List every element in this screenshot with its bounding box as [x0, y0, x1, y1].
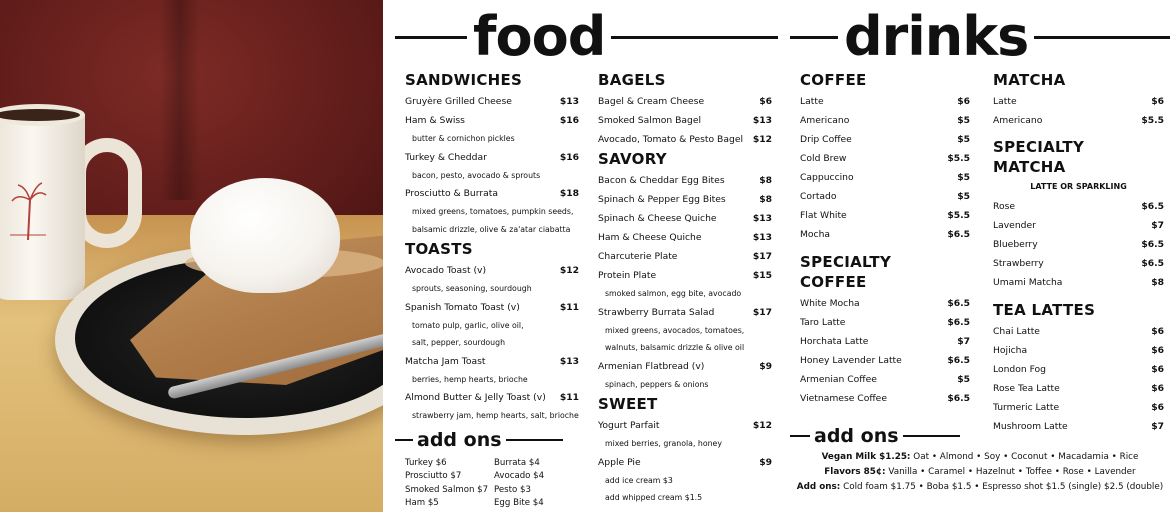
menu-item-price: $6 — [759, 96, 772, 107]
menu-item-name: Latte — [993, 96, 1017, 107]
menu-item-description: add ice cream $3 — [605, 475, 673, 485]
ice-cream-scoop — [190, 178, 340, 293]
section-title-coffee: COFFEE — [800, 71, 867, 89]
menu-item-name: Flat White — [800, 210, 847, 221]
menu-item-description: strawberry jam, hemp hearts, salt, brioche — [412, 411, 579, 420]
menu-item-price: $6.5 — [947, 317, 970, 328]
addons-rule — [903, 435, 960, 437]
menu-item — [405, 92, 579, 111]
menu-item-price: $5 — [957, 115, 970, 126]
menu-item — [800, 149, 970, 168]
menu-item — [598, 92, 772, 111]
menu-item-price: $5 — [957, 374, 970, 385]
drink-addons-line — [790, 480, 1170, 495]
menu-item — [993, 235, 1164, 254]
menu-item — [405, 261, 579, 280]
menu-item — [598, 247, 772, 266]
section-title-matcha: MATCHA — [993, 71, 1066, 89]
menu-item — [993, 92, 1164, 111]
menu-item-description: smoked salmon, egg bite, avocado — [605, 289, 742, 298]
menu-item — [598, 416, 772, 435]
menu-item-name: Honey Lavender Latte — [800, 355, 902, 366]
menu-item — [800, 389, 970, 408]
specialty-matcha-subtitle: LATTE OR SPARKLING — [1030, 182, 1127, 191]
food-addons-title: add ons — [417, 428, 502, 451]
food-addon-item: Egg Bite $4 — [494, 498, 544, 508]
menu-item-name: Mocha — [800, 229, 831, 240]
drinks-title: drinks — [844, 5, 1029, 68]
menu-item-name: Apple Pie — [598, 456, 641, 468]
menu-item-price: $5 — [957, 172, 970, 183]
menu-item-price: $6.5 — [1141, 258, 1164, 269]
section-title-sandwiches: SANDWICHES — [405, 71, 523, 89]
menu-item-price: $12 — [752, 134, 772, 145]
menu-item — [800, 92, 970, 111]
header-rule — [395, 36, 467, 39]
menu-item-description: sprouts, seasoning, sourdough — [412, 284, 532, 293]
menu-item-name: White Mocha — [800, 298, 860, 309]
menu-item — [993, 360, 1164, 379]
section-title-sweet: SWEET — [598, 395, 658, 413]
menu-item — [800, 351, 970, 370]
menu-item-name: Americano — [993, 115, 1043, 126]
menu-item-name: Cold Brew — [800, 153, 847, 164]
food-addons-heading — [395, 429, 563, 451]
menu-item-price: $6 — [1151, 96, 1164, 107]
menu-item — [800, 206, 970, 225]
vegan-milk-options: Oat • Almond • Soy • Coconut • Macadamia • Rice — [913, 452, 1139, 462]
addons-rule — [395, 439, 413, 441]
palm-tree-mug-art — [8, 175, 48, 245]
menu-item-name: Cortado — [800, 191, 837, 202]
menu-item — [800, 225, 970, 244]
food-addons-right — [494, 457, 574, 511]
menu-item-price: $6.5 — [947, 298, 970, 309]
specialty-coffee-list — [800, 294, 970, 408]
menu-item-name: Strawberry — [993, 258, 1044, 269]
menu-item-price: $13 — [559, 96, 579, 107]
menu-item-description: balsamic drizzle, olive & za'atar ciabatta — [412, 224, 571, 234]
menu-item-name: Armenian Flatbread (v) — [598, 360, 705, 372]
menu-item-price: $6 — [957, 96, 970, 107]
menu-item-name: Spanish Tomato Toast (v) — [405, 301, 520, 313]
menu-item — [993, 254, 1164, 273]
menu-item-price: $7 — [957, 336, 970, 347]
food-addon-item: Prosciutto $7 — [405, 471, 462, 481]
menu-item-name: Drip Coffee — [800, 134, 852, 145]
menu-item-name: Spinach & Cheese Quiche — [598, 213, 717, 224]
menu-item-price: $13 — [752, 213, 772, 224]
menu-item-price: $8 — [1151, 277, 1164, 288]
menu-item-name: Rose Tea Latte — [993, 383, 1060, 394]
menu-item-price: $5 — [957, 134, 970, 145]
menu-item-price: $12 — [752, 420, 772, 431]
drinks-column-2 — [993, 70, 1164, 436]
menu-item-name: Spinach & Pepper Egg Bites — [598, 194, 726, 205]
menu-item-price: $18 — [559, 188, 579, 199]
menu-item — [598, 303, 772, 322]
drinks-header — [790, 6, 1170, 68]
menu-item-description: butter & cornichon pickles — [412, 134, 515, 143]
menu-item-price: $13 — [752, 115, 772, 126]
addons-rule — [790, 435, 810, 437]
sweet-list — [598, 416, 772, 507]
coffee-list — [800, 92, 970, 244]
menu-item-price: $5 — [957, 191, 970, 202]
section-title-savory: SAVORY — [598, 150, 667, 168]
section-title-bagels: BAGELS — [598, 71, 666, 89]
flavors-options: Vanilla • Caramel • Hazelnut • Toffee • Rose • Lavender — [888, 467, 1136, 477]
vegan-milk-label: Vegan Milk $1.25: — [821, 452, 911, 462]
menu-item — [405, 148, 579, 167]
menu-item — [598, 130, 772, 149]
menu-item-price: $17 — [752, 306, 772, 318]
food-column-2 — [598, 70, 772, 507]
menu-item-name: Turkey & Cheddar — [405, 151, 487, 163]
menu-item-description: mixed greens, avocados, tomatoes, — [605, 325, 745, 335]
section-title-specialty-coffee-2: COFFEE — [800, 273, 867, 291]
menu-item-price: $6 — [1151, 383, 1164, 394]
menu-item-description: mixed greens, tomatoes, pumpkin seeds, — [412, 207, 574, 216]
menu-item-price: $5.5 — [1141, 115, 1164, 126]
food-title: food — [473, 5, 606, 68]
menu-item — [800, 294, 970, 313]
header-rule — [1034, 36, 1170, 39]
menu-item-price: $11 — [559, 301, 579, 313]
menu-item-price: $9 — [759, 360, 772, 372]
menu-item-name: Gruyère Grilled Cheese — [405, 96, 512, 107]
menu-item-name: Chai Latte — [993, 326, 1040, 337]
header-rule — [790, 36, 838, 39]
food-addon-item: Ham $5 — [405, 498, 439, 508]
menu-item-name: Avocado Toast (v) — [405, 265, 487, 276]
menu-item — [993, 379, 1164, 398]
flavors-label: Flavors 85¢: — [824, 467, 886, 477]
menu-item-price: $13 — [752, 232, 772, 243]
menu-item — [598, 171, 772, 190]
flavors-line — [790, 465, 1170, 480]
menu-item-price: $6 — [1151, 364, 1164, 375]
menu-item-description: bacon, pesto, avocado & sprouts — [412, 170, 541, 180]
food-column-1 — [405, 70, 579, 511]
menu-item — [598, 190, 772, 209]
menu-item — [993, 273, 1164, 292]
menu-item-price: $8 — [759, 194, 772, 205]
menu-item-price: $16 — [559, 115, 579, 126]
menu-item-price: $6.5 — [947, 393, 970, 404]
bagels-list — [598, 92, 772, 149]
menu-item-name: Ham & Cheese Quiche — [598, 232, 702, 243]
section-title-tea-lattes: TEA LATTES — [993, 301, 1096, 319]
menu-item-name: Taro Latte — [800, 317, 846, 328]
menu-item — [598, 209, 772, 228]
menu-item — [405, 111, 579, 130]
food-addon-item: Burrata $4 — [494, 457, 540, 468]
menu-item-name: Avocado, Tomato & Pesto Bagel — [598, 134, 744, 145]
menu-item-name: Prosciutto & Burrata — [405, 188, 499, 199]
menu-item — [405, 388, 579, 407]
menu-item — [800, 111, 970, 130]
menu-item-price: $13 — [559, 355, 579, 367]
menu-item-name: Lavender — [993, 220, 1036, 231]
menu-item-price: $7 — [1151, 220, 1164, 231]
menu-item-description: salt, pepper, sourdough — [412, 338, 506, 347]
menu-item — [598, 228, 772, 247]
tea-lattes-list — [993, 322, 1164, 436]
menu-item-price: $5.5 — [947, 210, 970, 221]
menu-item — [993, 322, 1164, 341]
menu-item — [405, 298, 579, 317]
menu-item — [598, 357, 772, 376]
menu-item-name: Rose — [993, 201, 1016, 212]
section-title-specialty-matcha-2: MATCHA — [993, 158, 1066, 176]
menu-item — [598, 111, 772, 130]
header-rule — [611, 36, 778, 39]
menu-item-price: $12 — [559, 265, 579, 276]
menu-item-name: Protein Plate — [598, 270, 657, 281]
menu-item-name: Hojicha — [993, 345, 1028, 356]
menu-item — [993, 111, 1164, 130]
menu-item-price: $5.5 — [947, 153, 970, 164]
menu-item-price: $6.5 — [947, 229, 970, 240]
menu-item — [993, 216, 1164, 235]
apple-pie-photo — [0, 0, 383, 512]
menu-item-description: spinach, peppers & onions — [605, 379, 709, 389]
menu-item — [800, 187, 970, 206]
menu-item-price: $7 — [1151, 421, 1164, 432]
menu-item — [800, 370, 970, 389]
menu-item-price: $6.5 — [947, 355, 970, 366]
menu-item-price: $16 — [559, 151, 579, 163]
menu-item-name: Bacon & Cheddar Egg Bites — [598, 175, 725, 186]
drinks-column-1 — [800, 70, 970, 408]
specialty-matcha-list — [993, 197, 1164, 292]
food-header — [395, 6, 778, 68]
food-addon-item: Smoked Salmon $7 — [405, 484, 489, 495]
menu-item-name: Strawberry Burrata Salad — [598, 306, 715, 318]
menu-item — [800, 332, 970, 351]
menu-item — [405, 184, 579, 203]
menu-item-description: mixed berries, granola, honey — [605, 439, 722, 448]
drink-addons-label: Add ons: — [796, 482, 841, 492]
menu-item-name: London Fog — [993, 364, 1047, 375]
menu-item-name: Vietnamese Coffee — [800, 393, 887, 404]
drink-addons-block — [790, 450, 1170, 495]
menu-item-name: Horchata Latte — [800, 336, 869, 347]
menu-item-name: Smoked Salmon Bagel — [598, 115, 702, 126]
menu-item-name: Latte — [800, 96, 824, 107]
menu-item-name: Umami Matcha — [993, 277, 1063, 288]
vegan-milk-line — [790, 450, 1170, 465]
menu-item — [800, 168, 970, 187]
menu-item-price: $6.5 — [1141, 239, 1164, 250]
menu-item — [800, 130, 970, 149]
menu-item-name: Matcha Jam Toast — [405, 355, 486, 367]
menu-item-name: Almond Butter & Jelly Toast (v) — [405, 392, 546, 403]
drinks-addons-heading — [790, 425, 960, 447]
menu-item — [993, 417, 1164, 436]
menu-item-price: $15 — [752, 270, 772, 281]
menu-item-description: add whipped cream $1.5 — [605, 493, 703, 502]
menu-item — [993, 341, 1164, 360]
menu-item-name: Mushroom Latte — [993, 421, 1068, 432]
menu-item-description: walnuts, balsamic drizzle & olive oil — [605, 343, 745, 352]
menu-item — [598, 266, 772, 285]
menu-item — [405, 352, 579, 371]
section-title-specialty-coffee-1: SPECIALTY — [800, 253, 892, 271]
food-addon-item: Avocado $4 — [494, 471, 545, 481]
menu-item-name: Charcuterie Plate — [598, 251, 678, 262]
menu-item — [993, 398, 1164, 417]
drinks-addons-title: add ons — [814, 425, 899, 447]
savory-list — [598, 171, 772, 393]
addons-rule — [506, 439, 563, 441]
sandwiches-list — [405, 92, 579, 238]
menu-item — [800, 313, 970, 332]
menu-item-name: Cappuccino — [800, 172, 854, 183]
food-addon-item: Pesto $3 — [494, 484, 531, 495]
toasts-list — [405, 261, 579, 425]
food-addon-item: Turkey $6 — [405, 457, 447, 468]
menu-item — [993, 197, 1164, 216]
food-addons-left — [405, 457, 494, 511]
menu-item-name: Armenian Coffee — [800, 374, 877, 385]
menu-item-description: tomato pulp, garlic, olive oil, — [412, 320, 524, 330]
menu-item-price: $6 — [1151, 345, 1164, 356]
menu-item-price: $17 — [752, 251, 772, 262]
section-title-specialty-matcha-1: SPECIALTY — [993, 138, 1085, 156]
food-addons-grid — [405, 457, 579, 511]
menu-item-name: Blueberry — [993, 239, 1038, 250]
menu-item — [598, 453, 772, 472]
matcha-list — [993, 92, 1164, 130]
menu-item-price: $6 — [1151, 402, 1164, 413]
menu-item-price: $9 — [759, 456, 772, 468]
menu-item-description: berries, hemp hearts, brioche — [412, 374, 528, 384]
menu-item-name: Bagel & Cream Cheese — [598, 96, 705, 107]
menu-item-name: Americano — [800, 115, 850, 126]
menu-item-price: $6.5 — [1141, 201, 1164, 212]
menu-item-name: Turmeric Latte — [993, 402, 1060, 413]
menu-item-price: $8 — [759, 175, 772, 186]
menu-item-name: Yogurt Parfait — [598, 420, 660, 431]
menu-item-name: Ham & Swiss — [405, 115, 465, 126]
section-title-toasts: TOASTS — [405, 240, 473, 258]
drink-addons-options: Cold foam $1.75 • Boba $1.5 • Espresso shot $1.5 (single) $2.5 (double) — [843, 482, 1164, 492]
menu-item-price: $6 — [1151, 326, 1164, 337]
menu-item-price: $11 — [559, 392, 579, 403]
